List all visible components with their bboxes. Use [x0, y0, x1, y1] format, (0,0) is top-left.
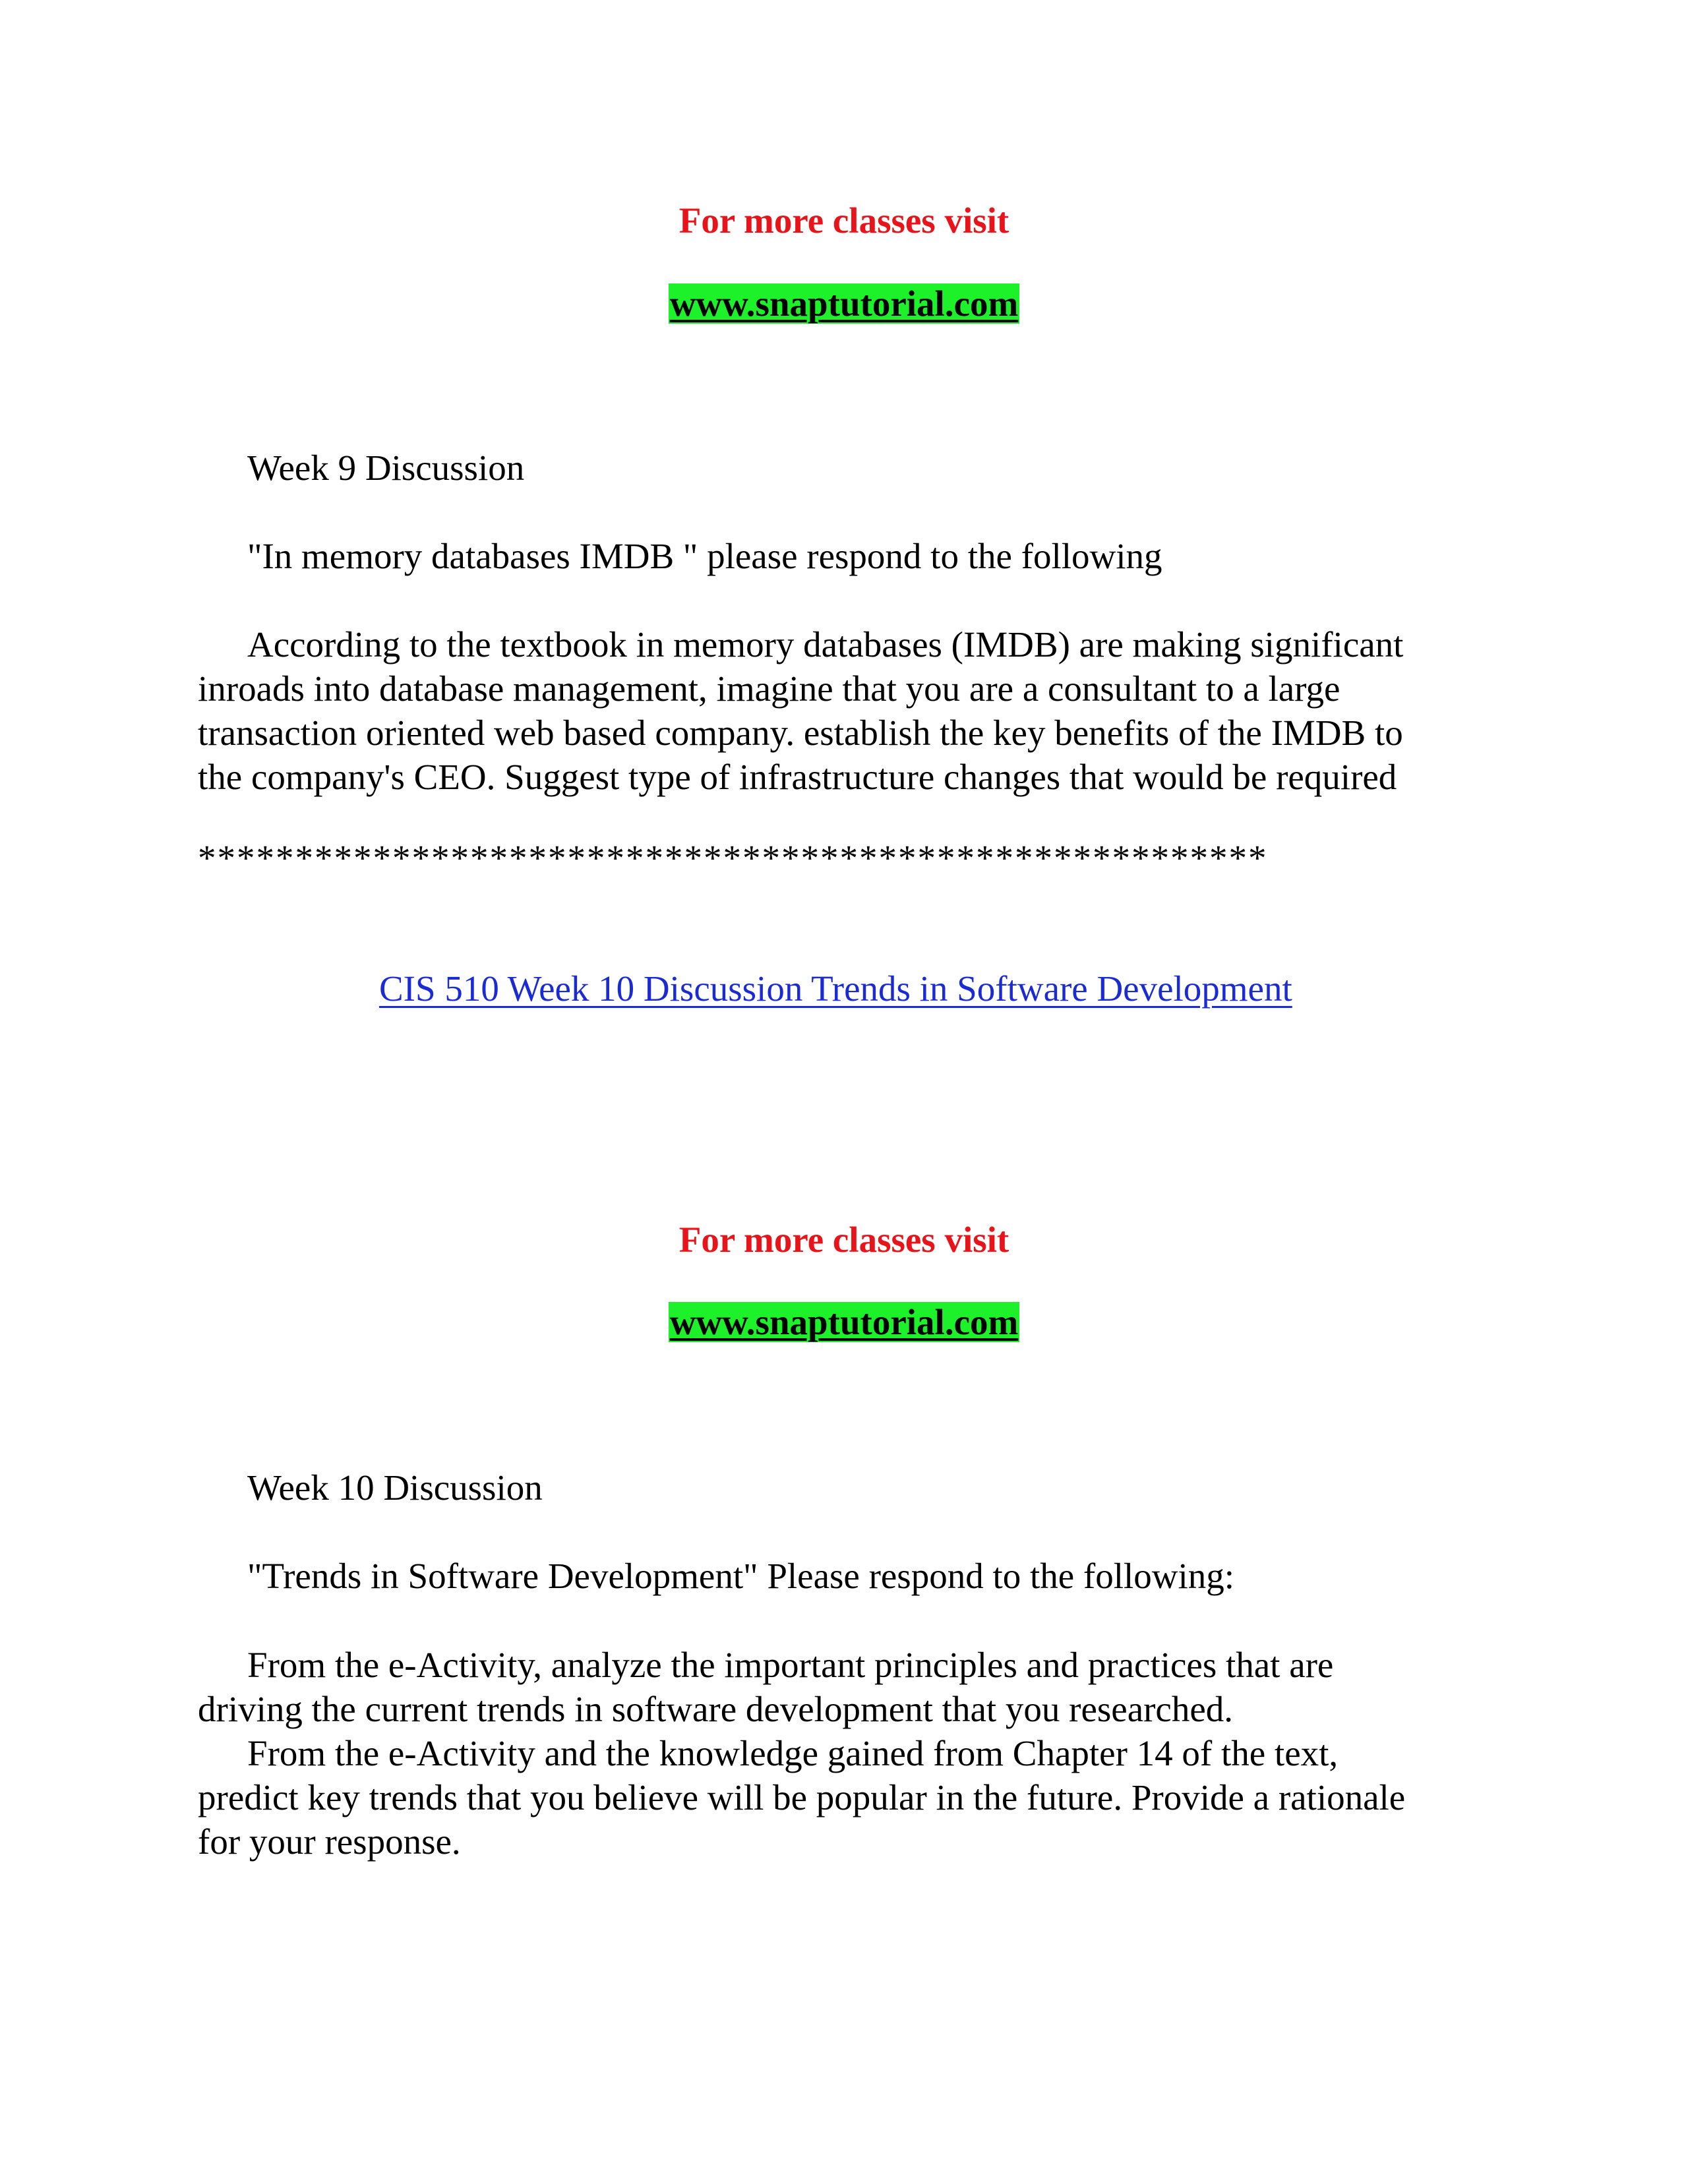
next-discussion-link[interactable]: CIS 510 Week 10 Discussion Trends in Software Development [379, 968, 1292, 1009]
body-line: inroads into database management, imagine that you are a consultant to a large [198, 668, 1341, 709]
site-link[interactable]: www.snaptutorial.com [669, 283, 1019, 324]
site-link-wrapper [0, 1301, 1688, 1344]
week10-body [198, 1643, 1517, 1864]
week10-heading: Week 10 Discussion [247, 1467, 543, 1508]
body-line: predict key trends that you believe will be popular in the future. Provide a rationale [198, 1777, 1406, 1817]
body-line: From the e-Activity and the knowledge gained from Chapter 14 of the text, [247, 1733, 1339, 1773]
body-line: driving the current trends in software development that you researched. [198, 1689, 1233, 1729]
site-link[interactable]: www.snaptutorial.com [669, 1302, 1019, 1342]
week9-heading: Week 9 Discussion [247, 448, 525, 488]
promo-text: For more classes visit [678, 1220, 1010, 1260]
week9-prompt: "In memory databases IMDB " please respond to the following [247, 536, 1162, 576]
site-link-wrapper [0, 282, 1688, 326]
week9-body [198, 622, 1517, 799]
body-line: From the e-Activity, analyze the important principles and practices that are [247, 1645, 1334, 1685]
body-line: the company's CEO. Suggest type of infrastructure changes that would be required [198, 757, 1397, 797]
promo-text: For more classes visit [678, 200, 1010, 241]
week10-prompt: "Trends in Software Development" Please respond to the following: [247, 1556, 1235, 1596]
body-line: transaction oriented web based company. establish the key benefits of the IMDB to [198, 713, 1403, 753]
body-line: According to the textbook in memory databases (IMDB) are making significant [247, 624, 1404, 664]
separator: ******************************************************* [198, 838, 1268, 878]
body-line: for your response. [198, 1821, 461, 1862]
